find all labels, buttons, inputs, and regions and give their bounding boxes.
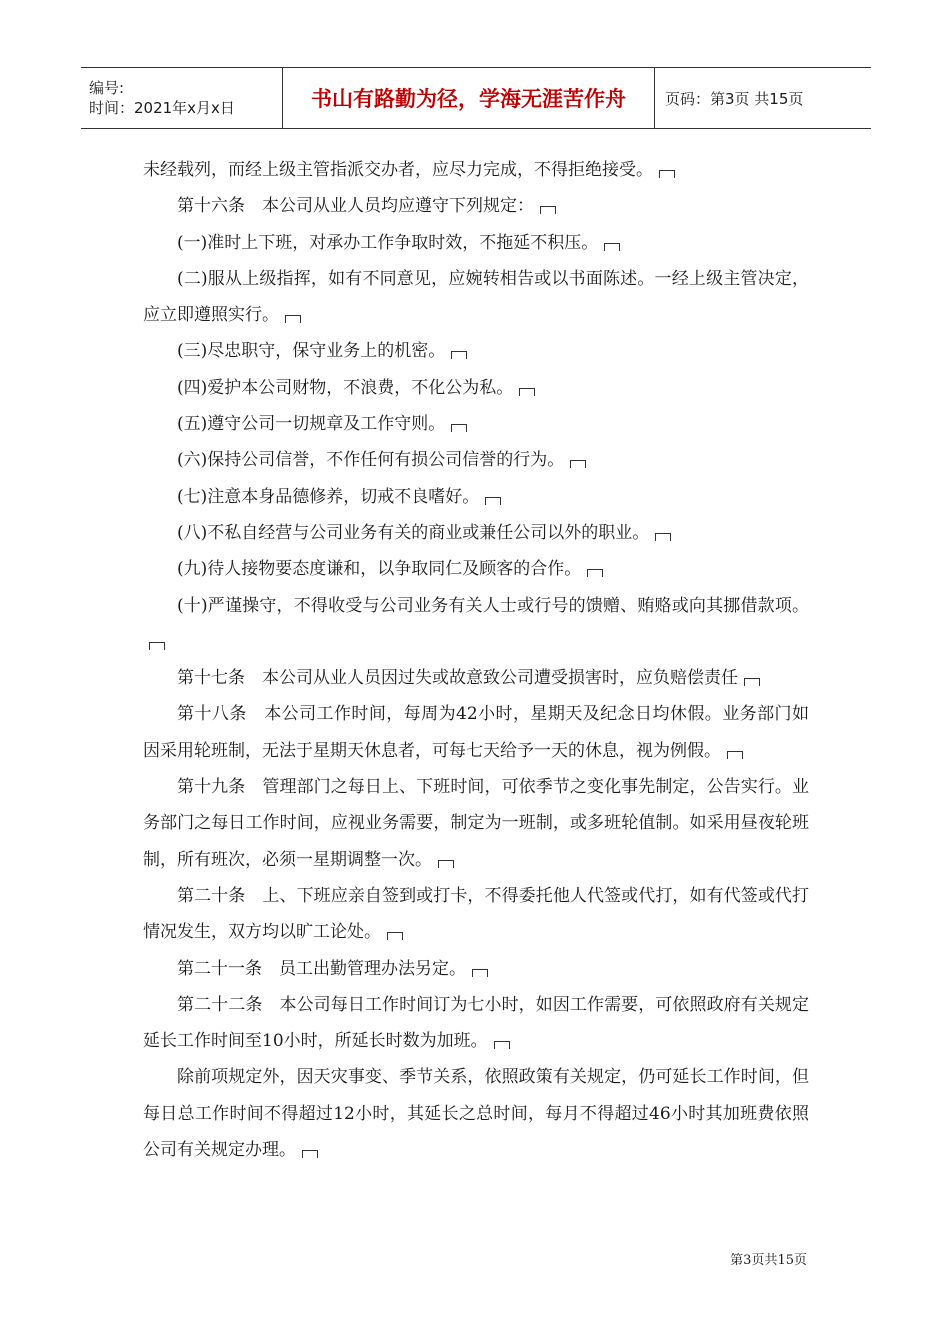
paragraph-mark-icon [727, 751, 743, 759]
paragraph [143, 878, 809, 951]
header-page-info: 页码：第3页 共15页 [665, 89, 804, 108]
paragraph [143, 442, 809, 478]
paragraph-mark-icon [659, 170, 675, 178]
paragraph [143, 188, 809, 224]
paragraph [143, 660, 809, 696]
paragraph-text: (七)注意本身品德修养，切戒不良嗜好。 [177, 486, 480, 507]
paragraph-mark-icon [387, 932, 403, 940]
paragraph [143, 333, 809, 369]
header-meta [81, 68, 283, 128]
paragraph-text: 未经载列，而经上级主管指派交办者，应尽力完成，不得拒绝接受。 [143, 160, 653, 180]
page-header [81, 67, 871, 129]
paragraph-mark-icon [570, 460, 586, 468]
footer-page-number: 第3页共15页 [730, 1253, 807, 1268]
paragraph [143, 551, 809, 587]
paragraph-text: (九)待人接物要态度谦和，以争取同仁及顾客的合作。 [177, 559, 582, 580]
paragraph-text: 第十六条 本公司从业人员均应遵守下列规定： [177, 196, 534, 217]
paragraph-text: 第十七条 本公司从业人员因过失或故意致公司遭受损害时，应负赔偿责任 [177, 668, 738, 689]
paragraph-text: 第十八条 本公司工作时间，每周为42小时，星期天及纪念日均休假。业务部门如因采用轮班制，无法于星期天休息者，可每七天给予一天的休息，视为例假。 [143, 704, 809, 761]
header-motto: 书山有路勤为径，学海无涯苦作舟 [311, 87, 626, 111]
paragraph-mark-icon [587, 569, 603, 577]
paragraph-mark-icon [149, 642, 165, 650]
paragraph-mark-icon [472, 969, 488, 977]
paragraph [143, 588, 809, 661]
paragraph-mark-icon [438, 860, 454, 868]
paragraph-text: (二)服从上级指挥，如有不同意见，应婉转相告或以书面陈述。一经上级主管决定，应立即遵照实行。 [143, 268, 809, 326]
paragraph [143, 370, 809, 406]
paragraph [143, 406, 809, 442]
paragraph-mark-icon [285, 315, 301, 323]
paragraph-text: 第二十一条 员工出勤管理办法另定。 [177, 958, 466, 979]
paragraph-mark-icon [744, 678, 760, 686]
paragraph-text: (六)保持公司信誉，不作任何有损公司信誉的行为。 [177, 450, 565, 471]
paragraph [143, 1059, 809, 1168]
paragraph-text: (十)严谨操守，不得收受与公司业务有关人士或行号的馈赠、贿赂或向其挪借款项。 [177, 595, 809, 616]
paragraph-mark-icon [451, 424, 467, 432]
paragraph-mark-icon [604, 243, 620, 251]
paragraph-mark-icon [655, 533, 671, 541]
header-motto-cell [283, 68, 655, 128]
paragraph [143, 769, 809, 878]
paragraph [143, 696, 809, 769]
paragraph-mark-icon [451, 351, 467, 359]
doc-date: 时间：2021年x月x日 [89, 99, 235, 117]
paragraph-text: (八)不私自经营与公司业务有关的商业或兼任公司以外的职业。 [177, 522, 650, 543]
paragraph [143, 951, 809, 987]
paragraph-text: 第二十条 上、下班应亲自签到或打卡，不得委托他人代签或代打，如有代签或代打情况发生，双方均以旷工论处。 [143, 885, 809, 943]
paragraph-mark-icon [494, 1041, 510, 1049]
paragraph-text: 第二十二条 本公司每日工作时间订为七小时，如因工作需要，可依照政府有关规定延长工作时间至10小时，所延长时数为加班。 [143, 994, 809, 1052]
paragraph [143, 152, 809, 188]
document-body [143, 152, 809, 1168]
paragraph [143, 261, 809, 334]
header-page-cell [655, 68, 871, 128]
doc-number-label: 编号: [89, 79, 125, 97]
paragraph [143, 225, 809, 261]
paragraph [143, 479, 809, 515]
paragraph-mark-icon [540, 206, 556, 214]
paragraph-text: (三)尽忠职守，保守业务上的机密。 [177, 341, 446, 362]
paragraph [143, 515, 809, 551]
paragraph-text: (一)准时上下班，对承办工作争取时效，不拖延不积压。 [177, 232, 599, 253]
paragraph-text: 除前项规定外，因天灾事变、季节关系，依照政策有关规定，仍可延长工作时间，但每日总工作时间不得超过12小时，其延长之总时间，每月不得超过46小时其加班费依照公司有关规定办理。 [143, 1067, 809, 1161]
page-footer [730, 1249, 807, 1268]
paragraph-mark-icon [302, 1150, 318, 1158]
paragraph-text: 第十九条 管理部门之每日上、下班时间，可依季节之变化事先制定，公告实行。业务部门之每日工作时间，应视业务需要，制定为一班制，或多班轮值制。如采用昼夜轮班制，所有班次，必须一星期调整一次。 [143, 777, 809, 870]
paragraph [143, 987, 809, 1060]
paragraph-mark-icon [519, 388, 535, 396]
paragraph-text: (四)爱护本公司财物，不浪费，不化公为私。 [177, 377, 514, 398]
paragraph-mark-icon [485, 497, 501, 505]
paragraph-text: (五)遵守公司一切规章及工作守则。 [177, 414, 446, 435]
